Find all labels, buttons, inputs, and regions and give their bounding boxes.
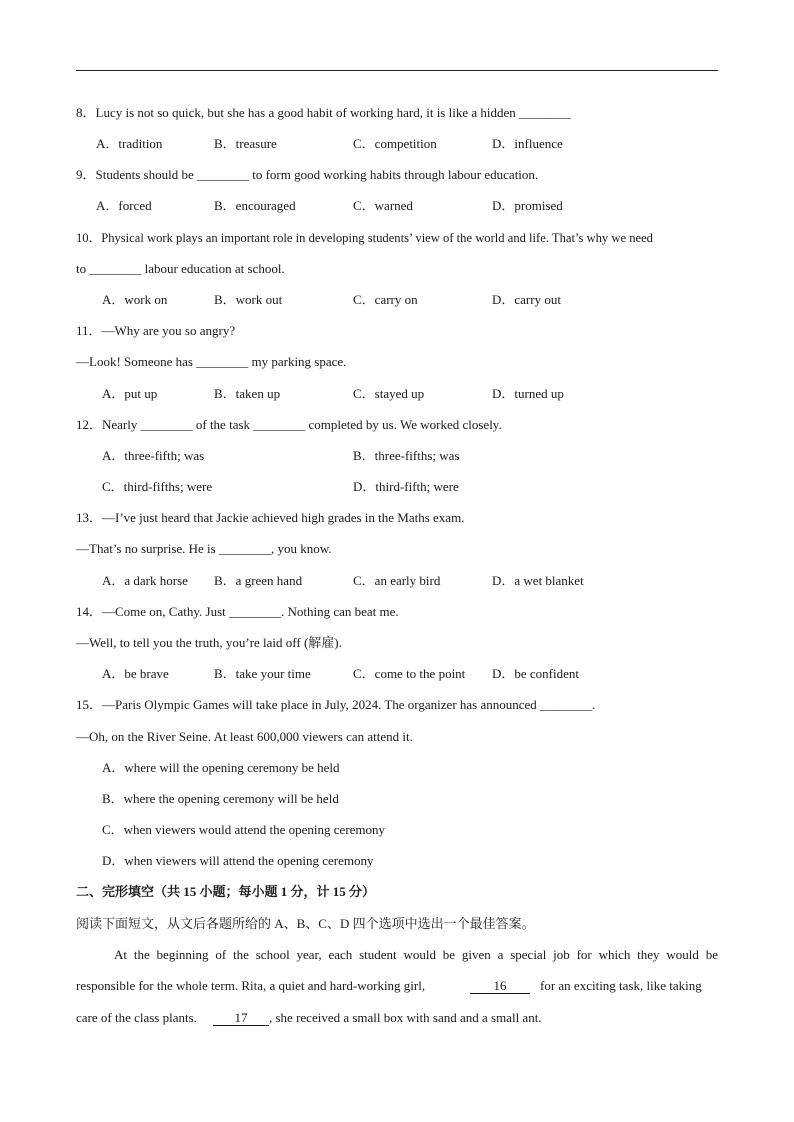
question-9-option-a[interactable]: A．forced (96, 198, 152, 213)
passage-line-3-start: care of the class plants. (76, 1010, 197, 1025)
question-14-option-b[interactable]: B．take your time (214, 666, 311, 681)
question-15-option-a[interactable]: A．where will the opening ceremony be held (102, 760, 340, 775)
question-13-stem: 13．—I’ve just heard that Jackie achieved high grades in the Maths exam. (76, 510, 465, 525)
question-13-option-a[interactable]: A．a dark horse (102, 573, 188, 588)
question-12-option-b[interactable]: B．three-fifths; was (353, 448, 460, 463)
question-15-stem: 15．—Paris Olympic Games will take place in July, 2024. The organizer has announced ________. (76, 697, 596, 712)
question-10-stem: 10．Physical work plays an important role in developing students’ view of the world and life. That’s why we need (76, 231, 653, 245)
blank-17-number: 17 (234, 1010, 248, 1025)
section-2-heading: 二、完形填空（共 15 小题；每小题 1 分，计 15 分） (76, 884, 376, 899)
question-8-option-c[interactable]: C．competition (353, 136, 437, 151)
question-8-option-b[interactable]: B．treasure (214, 136, 277, 151)
passage-line-3-end: , she received a small box with sand and a small ant. (269, 1010, 542, 1025)
question-13-option-d[interactable]: D．a wet blanket (492, 573, 584, 588)
blank-16[interactable] (470, 978, 530, 994)
passage-line-1: At the beginning of the school year, each student would be given a special job for which they would be (114, 947, 718, 962)
question-13-reply: —That’s no surprise. He is ________, you know. (76, 541, 332, 556)
question-12-stem: 12．Nearly ________ of the task ________ completed by us. We worked closely. (76, 417, 502, 432)
question-12-option-a[interactable]: A．three-fifth; was (102, 448, 205, 463)
question-14-reply: —Well, to tell you the truth, you’re laid off (解雇). (76, 635, 342, 650)
question-15-option-d[interactable]: D．when viewers will attend the opening ceremony (102, 853, 374, 868)
question-14-option-a[interactable]: A．be brave (102, 666, 169, 681)
question-8-option-a[interactable]: A．tradition (96, 136, 163, 151)
question-14-option-c[interactable]: C．come to the point (353, 666, 466, 681)
question-9-option-d[interactable]: D．promised (492, 198, 563, 213)
question-9-option-c[interactable]: C．warned (353, 198, 413, 213)
question-12-option-d[interactable]: D．third-fifth; were (353, 479, 459, 494)
section-2-instruction: 阅读下面短文，从文后各题所给的 A、B、C、D 四个选项中选出一个最佳答案。 (76, 916, 535, 931)
question-11-option-c[interactable]: C．stayed up (353, 386, 425, 401)
question-12-option-c[interactable]: C．third-fifths; were (102, 479, 213, 494)
question-10-option-c[interactable]: C．carry on (353, 292, 418, 307)
passage-line-2-end: for an exciting task, like taking (540, 978, 702, 993)
question-11-option-a[interactable]: A．put up (102, 386, 158, 401)
question-11-reply: —Look! Someone has ________ my parking space. (76, 354, 347, 369)
question-11-stem: 11．—Why are you so angry? (76, 323, 236, 338)
question-10-option-a[interactable]: A．work on (102, 292, 168, 307)
question-14-stem: 14．—Come on, Cathy. Just ________. Nothing can beat me. (76, 604, 399, 619)
passage-line-2-start: responsible for the whole term. Rita, a quiet and hard-working girl, (76, 978, 426, 993)
question-15-option-b[interactable]: B．where the opening ceremony will be held (102, 791, 339, 806)
question-13-option-c[interactable]: C．an early bird (353, 573, 441, 588)
header-rule (76, 70, 718, 71)
question-15-reply: —Oh, on the River Seine. At least 600,000 viewers can attend it. (76, 729, 413, 744)
question-10-option-b[interactable]: B．work out (214, 292, 283, 307)
question-11-option-b[interactable]: B．taken up (214, 386, 281, 401)
question-10-stem-continued: to ________ labour education at school. (76, 261, 285, 276)
question-9-option-b[interactable]: B．encouraged (214, 198, 296, 213)
question-10-option-d[interactable]: D．carry out (492, 292, 561, 307)
question-9-stem: 9．Students should be ________ to form good working habits through labour education. (76, 167, 539, 182)
blank-17[interactable] (213, 1010, 269, 1026)
question-8-stem: 8．Lucy is not so quick, but she has a good habit of working hard, it is like a hidden ________ (76, 105, 572, 120)
question-14-option-d[interactable]: D．be confident (492, 666, 580, 681)
question-13-option-b[interactable]: B．a green hand (214, 573, 303, 588)
question-11-option-d[interactable]: D．turned up (492, 386, 564, 401)
blank-16-number: 16 (493, 978, 507, 993)
question-8-option-d[interactable]: D．influence (492, 136, 563, 151)
question-15-option-c[interactable]: C．when viewers would attend the opening ceremony (102, 822, 386, 837)
